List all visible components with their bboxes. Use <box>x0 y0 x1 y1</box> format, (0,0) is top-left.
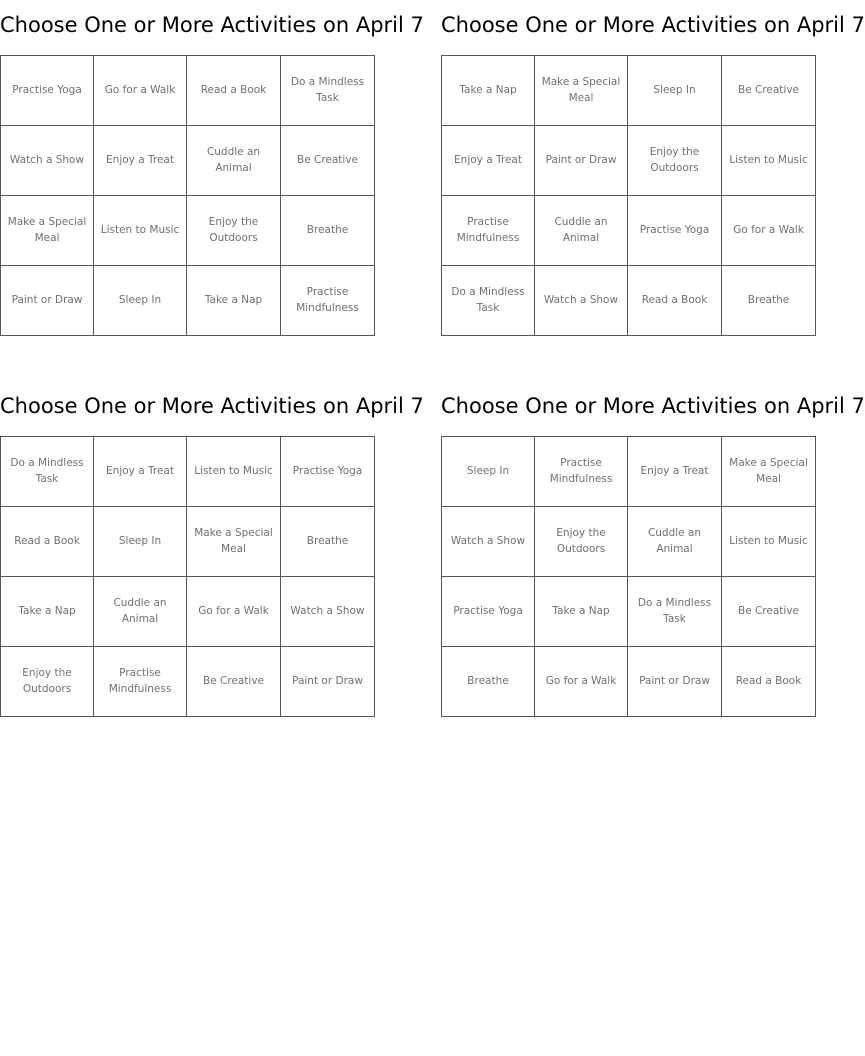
activity-cell <box>94 437 187 507</box>
activity-label: Sleep In <box>653 83 696 96</box>
card-title: Choose One or More Activities on April 7 <box>0 13 424 37</box>
activity-label: Breathe <box>467 674 509 687</box>
activity-label: Read a Book <box>735 674 802 687</box>
activity-label: Read a Book <box>641 293 708 306</box>
activity-cell <box>281 196 375 266</box>
activity-label: Be Creative <box>737 83 800 96</box>
activity-cell <box>1 266 94 336</box>
activity-label: Sleep In <box>466 464 510 477</box>
activity-cell <box>1 196 94 266</box>
activity-label: Take a Nap <box>18 604 76 617</box>
activity-label: Watch a Show <box>450 534 526 547</box>
activity-label: Cuddle an Animal <box>113 597 167 625</box>
activity-label: Read a Book <box>200 83 267 96</box>
card-title: Choose One or More Activities on April 7 <box>441 13 865 37</box>
activity-label: Paint or Draw <box>11 293 83 306</box>
activity-cell <box>94 196 187 266</box>
activity-cell <box>535 577 628 647</box>
activity-label: Paint or Draw <box>545 153 617 166</box>
activity-grid <box>0 55 375 336</box>
activity-grid <box>0 436 375 717</box>
activity-cell <box>722 126 816 196</box>
activity-cell <box>628 507 722 577</box>
activity-cell <box>187 56 281 126</box>
activity-label: Listen to Music <box>100 223 180 236</box>
activity-label: Be Creative <box>296 153 359 166</box>
activity-cell <box>722 196 816 266</box>
activity-cell <box>535 266 628 336</box>
activity-cell <box>628 437 722 507</box>
activity-label: Listen to Music <box>729 153 808 166</box>
activity-cell <box>1 507 94 577</box>
activity-label: Go for a Walk <box>545 674 617 687</box>
card-title: Choose One or More Activities on April 7 <box>0 394 424 418</box>
activity-label: Listen to Music <box>194 464 273 477</box>
activity-cell <box>281 56 375 126</box>
activity-label: Make a Special Meal <box>7 216 87 244</box>
activity-label: Practise Mindfulness <box>456 216 520 244</box>
activity-cell <box>281 266 375 336</box>
activity-cell <box>442 126 535 196</box>
activity-cell <box>535 196 628 266</box>
activity-label: Paint or Draw <box>639 674 710 687</box>
activity-cell <box>535 126 628 196</box>
activity-cell <box>442 437 535 507</box>
activity-cell <box>442 266 535 336</box>
activity-cell <box>628 577 722 647</box>
activity-cell <box>94 126 187 196</box>
activity-cell <box>187 437 281 507</box>
activity-label: Watch a Show <box>290 604 365 617</box>
activity-cell <box>1 437 94 507</box>
activity-cell <box>281 507 375 577</box>
activity-label: Go for a Walk <box>198 604 269 617</box>
activity-label: Enjoy a Treat <box>454 153 522 166</box>
activity-label: Watch a Show <box>9 153 85 166</box>
activity-label: Sleep In <box>118 293 162 306</box>
activity-cell <box>281 577 375 647</box>
activity-grid <box>441 55 816 336</box>
activity-label: Take a Nap <box>204 293 263 306</box>
activity-cell <box>94 577 187 647</box>
activity-label: Cuddle an Animal <box>554 216 608 244</box>
activity-cell <box>722 577 816 647</box>
activity-cell <box>187 647 281 717</box>
activity-label: Practise Yoga <box>453 604 523 617</box>
activity-label: Practise Mindfulness <box>108 667 172 695</box>
activity-label: Read a Book <box>14 534 80 547</box>
activity-cell <box>281 437 375 507</box>
activity-cell <box>535 507 628 577</box>
activity-label: Be Creative <box>202 674 265 687</box>
activity-cell <box>628 196 722 266</box>
activity-label: Do a Mindless Task <box>637 597 712 625</box>
activity-label: Enjoy the Outdoors <box>208 216 259 244</box>
activity-label: Do a Mindless Task <box>451 286 525 314</box>
activity-label: Practise Yoga <box>292 464 363 477</box>
activity-label: Take a Nap <box>552 604 610 617</box>
activity-cell <box>1 56 94 126</box>
activity-cell <box>535 56 628 126</box>
activity-label: Breathe <box>306 534 349 547</box>
activity-cell <box>94 507 187 577</box>
activity-label: Paint or Draw <box>292 674 363 687</box>
activity-card-4 <box>441 381 865 717</box>
activity-cell <box>442 647 535 717</box>
activity-label: Sleep In <box>118 534 162 547</box>
activity-cell <box>722 266 816 336</box>
activity-label: Cuddle an Animal <box>206 146 261 174</box>
activity-cell <box>187 577 281 647</box>
activity-label: Enjoy the Outdoors <box>649 146 700 174</box>
activity-label: Watch a Show <box>543 293 619 306</box>
activity-label: Do a Mindless Task <box>10 457 84 485</box>
activity-label: Enjoy the Outdoors <box>22 667 72 695</box>
activity-cell <box>1 577 94 647</box>
activity-cell <box>1 126 94 196</box>
activity-cell <box>722 647 816 717</box>
activity-label: Go for a Walk <box>104 83 176 96</box>
activity-label: Enjoy a Treat <box>640 464 709 477</box>
activity-label: Cuddle an Animal <box>647 527 702 555</box>
activity-label: Enjoy a Treat <box>106 464 174 477</box>
activity-cell <box>442 577 535 647</box>
card-title: Choose One or More Activities on April 7 <box>441 394 865 418</box>
activity-label: Make a Special Meal <box>541 76 621 104</box>
activity-cell <box>94 56 187 126</box>
activity-cell <box>628 126 722 196</box>
activity-label: Make a Special Meal <box>729 457 808 485</box>
activity-cell <box>187 196 281 266</box>
activity-grid <box>441 436 816 717</box>
activity-cell <box>722 437 816 507</box>
activity-cell <box>628 56 722 126</box>
activity-cell <box>442 56 535 126</box>
activity-cell <box>187 126 281 196</box>
activity-label: Make a Special Meal <box>194 527 273 555</box>
activity-label: Enjoy a Treat <box>106 153 174 166</box>
activity-cell <box>535 437 628 507</box>
activity-card-2 <box>441 0 865 336</box>
activity-label: Listen to Music <box>729 534 808 547</box>
activity-card-1 <box>0 0 424 336</box>
activity-cell <box>187 266 281 336</box>
activity-cell <box>628 266 722 336</box>
activity-label: Practise Yoga <box>12 83 82 96</box>
activity-label: Breathe <box>306 223 349 236</box>
activity-label: Be Creative <box>737 604 800 617</box>
activity-cell <box>1 647 94 717</box>
activity-cell <box>722 507 816 577</box>
activity-cell <box>281 647 375 717</box>
activity-cell <box>628 647 722 717</box>
activity-cell <box>94 647 187 717</box>
activity-label: Practise Mindfulness <box>549 457 613 485</box>
activity-cell <box>442 507 535 577</box>
activity-label: Practise Mindfulness <box>296 286 359 314</box>
activity-cell <box>722 56 816 126</box>
activity-cell <box>442 196 535 266</box>
activity-label: Take a Nap <box>459 83 517 96</box>
activity-cell <box>94 266 187 336</box>
activity-label: Do a Mindless Task <box>290 76 365 104</box>
activity-card-3 <box>0 381 424 717</box>
activity-cell <box>187 507 281 577</box>
activity-label: Enjoy the Outdoors <box>556 527 606 555</box>
activity-label: Go for a Walk <box>733 223 804 236</box>
activity-cell <box>281 126 375 196</box>
activity-label: Practise Yoga <box>639 223 710 236</box>
activity-label: Breathe <box>747 293 790 306</box>
activity-cell <box>535 647 628 717</box>
